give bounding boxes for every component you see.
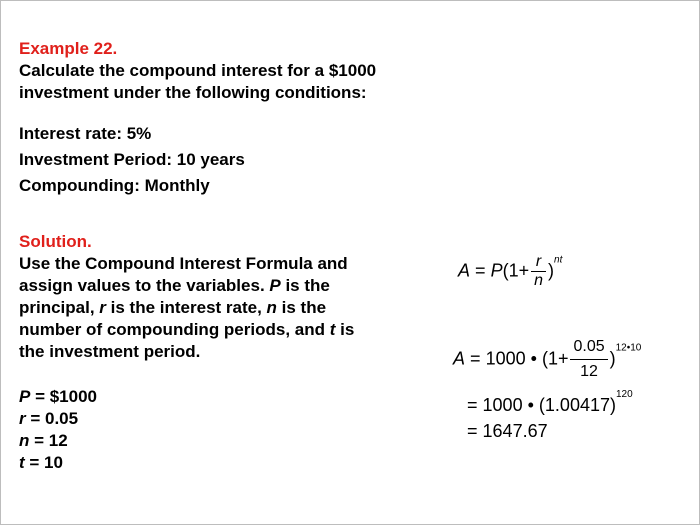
question-line-1: Calculate the compound interest for a $1000 (19, 61, 377, 80)
solution-text-fragment: number of compounding periods, and (19, 320, 330, 339)
solution-line-2 (19, 275, 419, 297)
solution-text-fragment: principal, (19, 298, 100, 317)
solution-text-fragment: is the interest rate, (105, 298, 267, 317)
formula-principal-value: 1000 (485, 348, 526, 369)
variable-row (19, 452, 419, 474)
variable-value: = 12 (29, 431, 68, 450)
formula-open-paren: (1+ (502, 260, 530, 281)
formula-principal-value: 1000 (482, 395, 523, 415)
formula-open-paren: (1+ (541, 348, 569, 369)
variable-value: = $1000 (30, 387, 97, 406)
variable-n: n (266, 298, 277, 317)
multiply-dot: • (527, 395, 534, 415)
fraction-denominator: 12 (570, 359, 607, 384)
fraction-numerator: r (535, 253, 542, 270)
solution-line-5: the investment period. (19, 342, 201, 361)
equals-sign: = (467, 421, 478, 441)
question-line-2: investment under the following conditions: (19, 83, 367, 102)
solution-text-fragment: is the (280, 276, 330, 295)
equals-sign: = (467, 395, 478, 415)
solution-block (19, 231, 419, 363)
fraction-denominator: n (531, 271, 546, 290)
variable-list (19, 386, 419, 474)
equals-sign: = (475, 260, 486, 281)
solution-text-fragment: assign values to the variables. (19, 276, 270, 295)
variable-name: t (19, 453, 25, 472)
formula-close-paren: ) (609, 348, 616, 369)
formula-result (467, 421, 548, 442)
solution-line-3 (19, 297, 419, 319)
simplified-formula (467, 389, 633, 416)
formula-exponent: nt (554, 254, 563, 266)
variable-name: r (19, 409, 26, 428)
solution-text-fragment: is (335, 320, 355, 339)
formula-principal: P (490, 260, 503, 281)
variable-r: r (99, 298, 106, 317)
compound-interest-formula (458, 253, 562, 290)
variable-row (19, 430, 419, 452)
formula-lhs: A (458, 260, 471, 281)
variable-name: P (19, 387, 31, 406)
condition-period: Investment Period: 10 years (19, 150, 245, 169)
condition-rate: Interest rate: 5% (19, 124, 152, 143)
variable-value: = 10 (24, 453, 63, 472)
formula-base: (1.00417) (538, 395, 616, 415)
variable-row (19, 408, 419, 430)
left-column (19, 38, 419, 474)
solution-title: Solution. (19, 232, 92, 251)
equals-sign: = (470, 348, 481, 369)
fraction-r-over-n (531, 253, 546, 290)
solution-line-1: Use the Compound Interest Formula and (19, 254, 348, 273)
fraction-rate-over-periods (570, 335, 607, 384)
formula-close-paren: ) (548, 260, 555, 281)
variable-name: n (19, 431, 30, 450)
formula-exponent: 12•10 (615, 342, 642, 354)
substituted-formula (453, 335, 641, 384)
variable-row (19, 386, 419, 408)
condition-compounding: Compounding: Monthly (19, 176, 210, 195)
example-title: Example 22. (19, 39, 118, 58)
variable-p: P (269, 276, 281, 295)
result-value: 1647.67 (482, 421, 548, 441)
fraction-numerator: 0.05 (573, 338, 605, 355)
solution-line-4 (19, 319, 419, 341)
variable-t: t (329, 320, 336, 339)
solution-text-fragment: is the (276, 298, 327, 317)
formula-exponent: 120 (615, 389, 633, 400)
formula-lhs: A (453, 348, 466, 369)
variable-value: = 0.05 (25, 409, 79, 428)
multiply-dot: • (530, 348, 537, 369)
